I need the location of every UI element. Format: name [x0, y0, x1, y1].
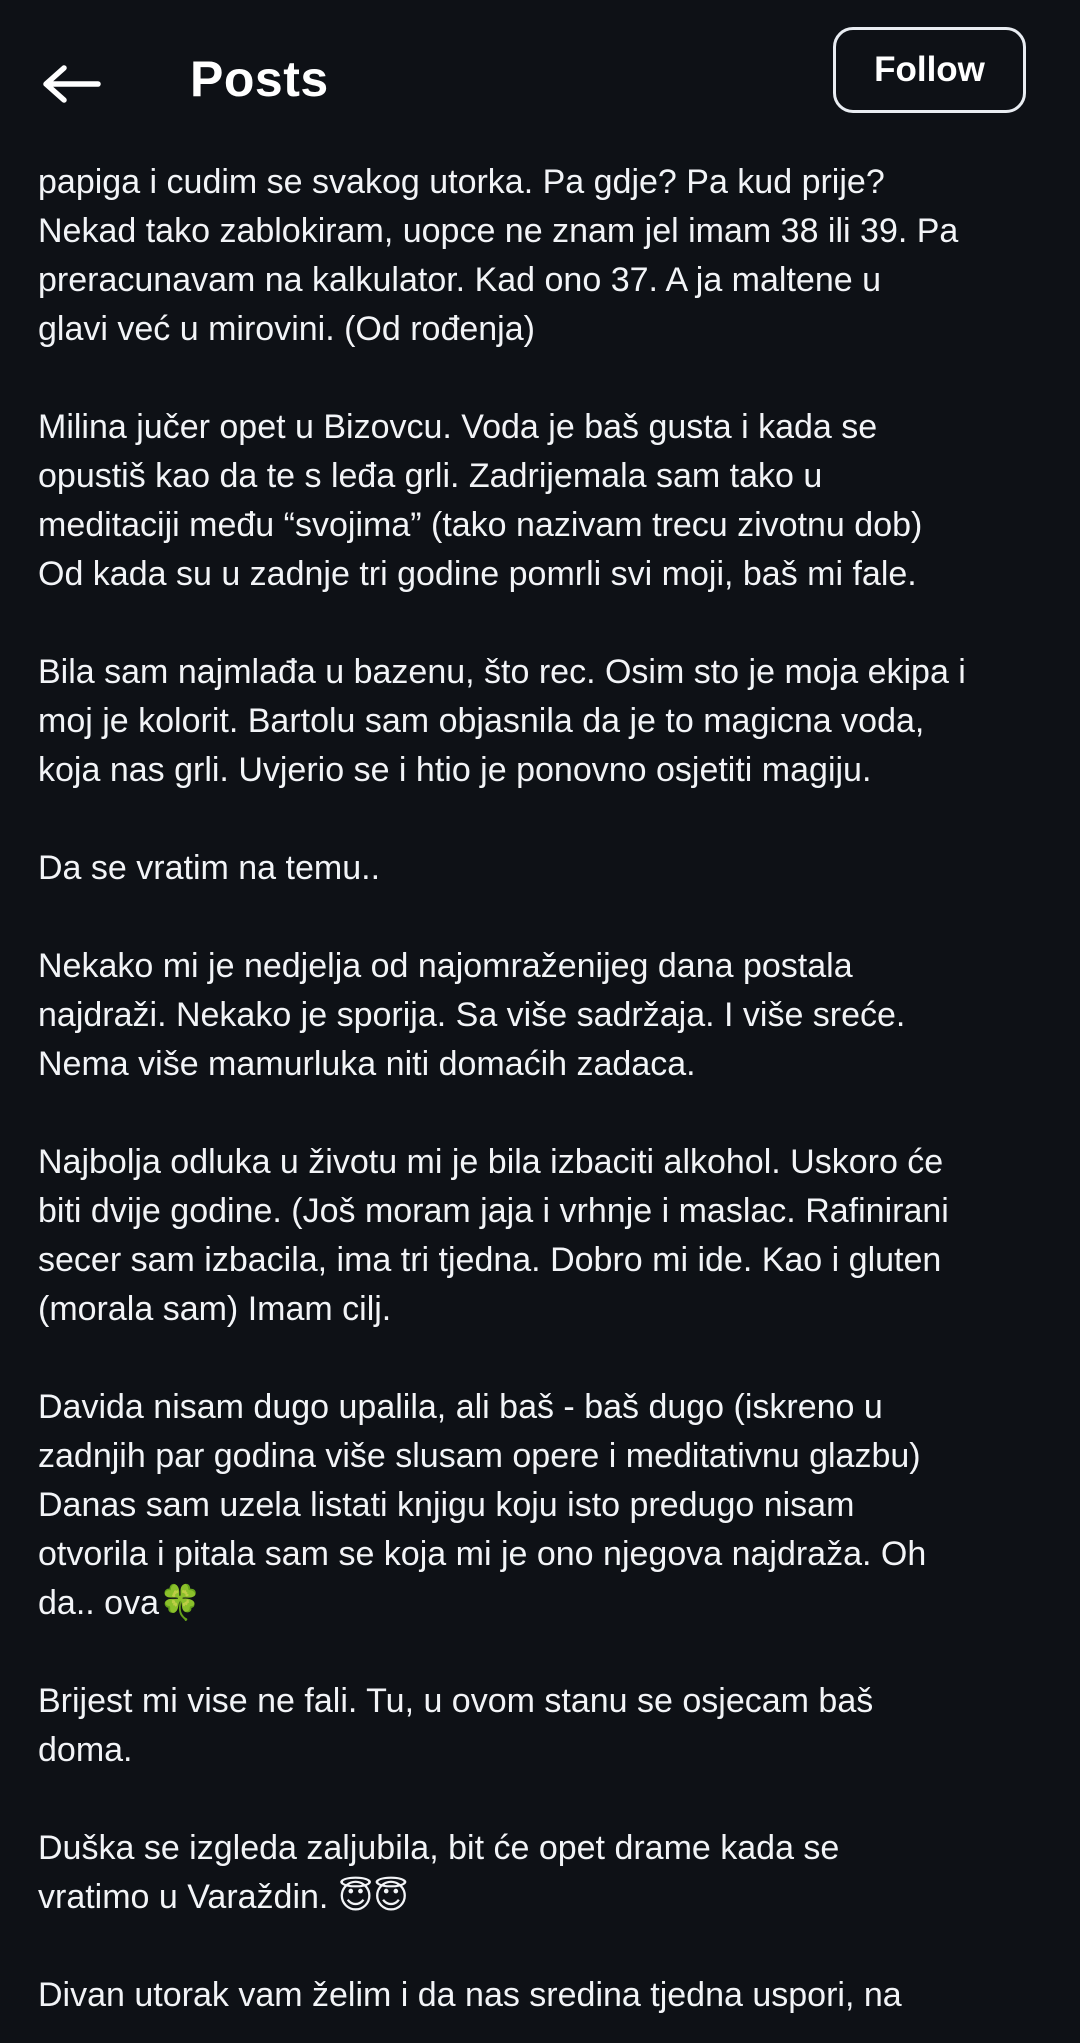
post-paragraphs	[38, 158, 1048, 2043]
post-paragraph: Milina jučer opet u Bizovcu. Voda je baš gusta i kada se opustiš kao da te s leđa grli. Zadrijemala sam tako u meditaciji među “svojima” (tako nazivam trecu zivotnu dob) Od kada su u zadnje tri godine pomrli svi moji, baš mi fale.	[38, 408, 923, 593]
back-button[interactable]	[34, 52, 110, 116]
page-title: Posts	[190, 51, 329, 107]
post-paragraph: papiga i cudim se svakog utorka. Pa gdje? Pa kud prije? Nekad tako zablokiram, uopce ne znam jel imam 38 ili 39. Pa preracunavam na kalkulator. Kad ono 37. A ja maltene u glavi već u mirovini. (Od rođenja)	[38, 163, 959, 348]
post-paragraph: Duška se izgleda zaljubila, bit će opet drame kada se vratimo u Varaždin. 😇😇	[38, 1829, 840, 1916]
post-paragraph: Bila sam najmlađa u bazenu, što rec. Osim sto je moja ekipa i moj je kolorit. Bartolu sam objasnila da je to magicna voda, koja nas grli. Uvjerio se i htio je ponovno osjetiti magiju.	[38, 653, 966, 789]
post-paragraph: Da se vratim na temu..	[38, 849, 381, 887]
arrow-left-icon	[40, 64, 104, 104]
top-bar	[0, 0, 1080, 150]
post-paragraph: Davida nisam dugo upalila, ali baš - baš dugo (iskreno u zadnjih par godina više slusam opere i meditativnu glazbu) Danas sam uzela listati knjigu koju isto predugo nisam otvorila i pitala sam se koja mi je ono njegova najdraža. Oh da.. ova🍀	[38, 1388, 927, 1622]
post-paragraph: Divan utorak vam želim i da nas sredina tjedna uspori, na	[38, 1976, 902, 2014]
post-paragraph: Najbolja odluka u životu mi je bila izbaciti alkohol. Uskoro će biti dvije godine. (Još moram jaja i vrhnje i maslac. Rafinirani secer sam izbacila, ima tri tjedna. Dobro mi ide. Kao i gluten (morala sam) Imam cilj.	[38, 1143, 949, 1328]
post-paragraph: Nekako mi je nedjelja od najomraženijeg dana postala najdraži. Nekako je sporija. Sa više sadržaja. I više sreće. Nema više mamurluka niti domaćih zadaca.	[38, 947, 906, 1083]
follow-button[interactable]: Follow	[833, 27, 1026, 113]
post-paragraph: Brijest mi vise ne fali. Tu, u ovom stanu se osjecam baš doma.	[38, 1682, 874, 1769]
